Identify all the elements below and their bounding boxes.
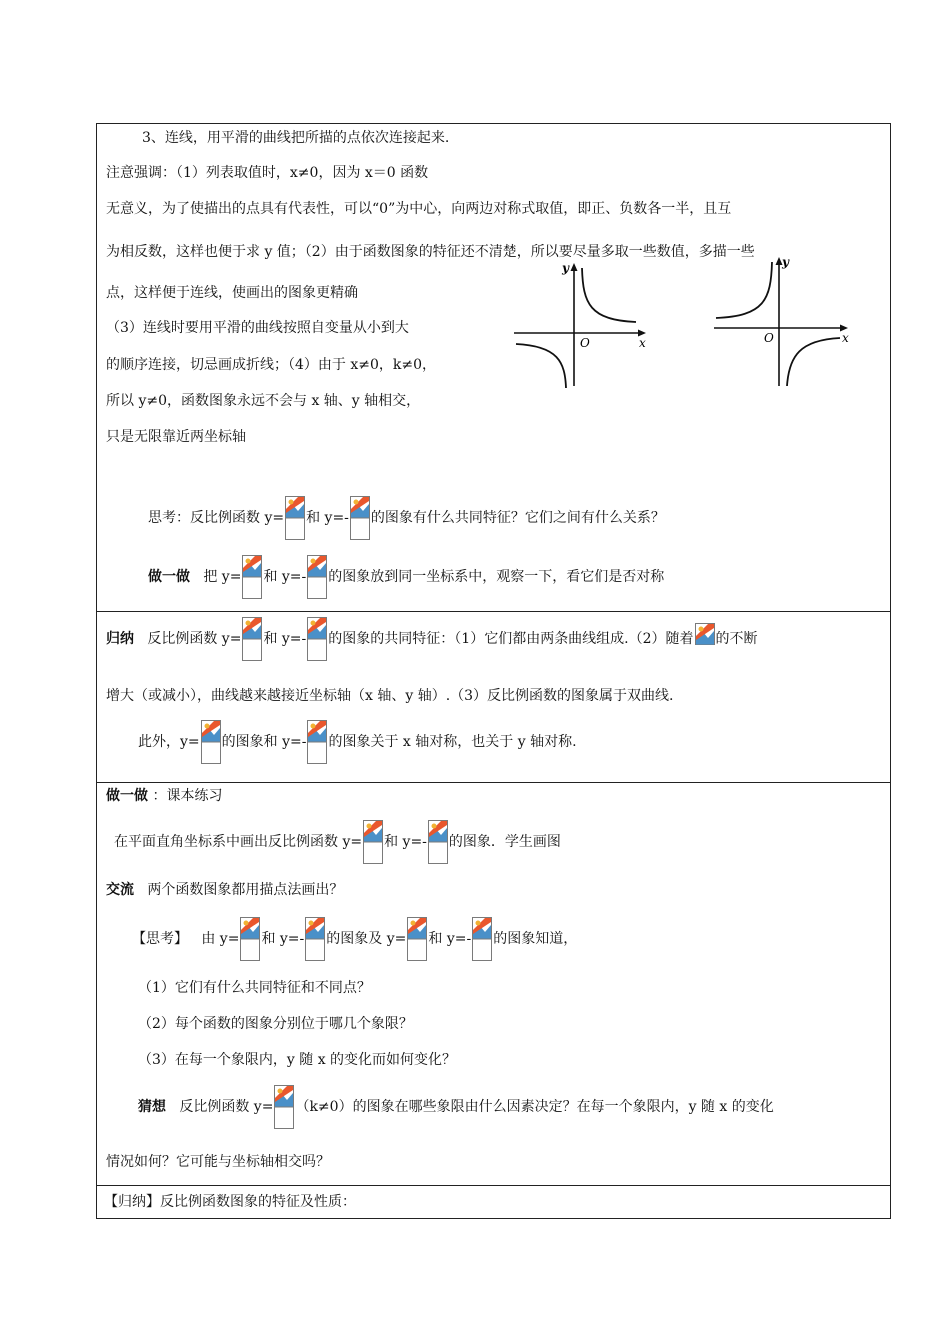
practice-label: 做一做 (106, 788, 148, 804)
practice-text: ：课本练习 (152, 788, 223, 804)
note-line-5: （3）连线时要用平滑的曲线按照自变量从小到大 (106, 320, 409, 336)
exchange-text: 两个函数图象都用描点法画出？ (147, 882, 344, 898)
fraction-image-icon (242, 617, 262, 661)
exchange-label: 交流 (106, 882, 134, 898)
draw-text: 和 y=- (384, 834, 427, 850)
y-axis-label: y (562, 261, 569, 275)
think-line (148, 496, 665, 540)
summary-text: 的不断 (715, 631, 758, 647)
summary-text: 的图象和 y=- (221, 734, 307, 750)
fraction-image-icon (285, 496, 305, 540)
note-line-6: 的顺序连接，切忌画成折线；（4）由于 x≠0，k≠0， (106, 357, 437, 373)
fraction-image-icon (307, 617, 327, 661)
step3-text: 3、连线，用平滑的曲线把所描的点依次连接起来. (142, 130, 450, 146)
exchange-line (106, 880, 343, 900)
hyperbola-graph-right (710, 250, 855, 390)
note-line-2: 无意义，为了使描出的点具有代表性，可以“0”为中心，向两边对称式取值，即正、负数各一半，且互 (106, 201, 732, 217)
think-text: 的图象及 y= (326, 931, 407, 947)
row-divider (97, 611, 890, 612)
origin-label: O (580, 336, 590, 350)
curve-quadrant-2 (716, 262, 772, 318)
draw-text: 在平面直角坐标系中画出反比例函数 y= (114, 834, 363, 850)
think-text: 和 y=- (428, 931, 472, 947)
guess-text: （k≠0）的图象在哪些象限由什么因素决定？在每一个象限内，y 随 x 的变化 (295, 1099, 774, 1115)
fraction-image-icon (305, 917, 325, 961)
fraction-image-icon (307, 555, 327, 599)
summary-line-2: 增大（或减小），曲线越来越接近坐标轴（x 轴、y 轴）.（3）反比例函数的图象属于双曲线. (106, 688, 674, 704)
think-text: 由 y= (201, 931, 240, 947)
note-line-8: 只是无限靠近两坐标轴 (106, 429, 246, 445)
fraction-image-icon (242, 555, 262, 599)
row-divider (97, 782, 890, 783)
x-axis-label: x (842, 331, 849, 345)
fraction-image-icon (428, 820, 448, 864)
think-text: 和 y=- (261, 931, 305, 947)
note-text: （1）列表取值时，x≠0，因为 x＝0 函数 (176, 165, 429, 181)
row-divider (97, 1185, 890, 1186)
doit-text: 和 y=- (263, 569, 307, 585)
variable-image-icon (695, 623, 715, 645)
guess-line (138, 1085, 774, 1129)
note-line-3: 为相反数，这样也便于求 y 值；（2）由于函数图象的特征还不清楚，所以要尽量多取一些数值，多描一些 (106, 244, 755, 260)
doit-label: 做一做 (148, 569, 190, 585)
think-text: 的图象知道， (493, 931, 578, 947)
curve-quadrant-1 (582, 268, 636, 322)
hyperbola-graph-left (512, 256, 652, 391)
note-line-4: 点，这样便于连线，使画出的图象更精确 (106, 285, 358, 301)
fraction-image-icon (274, 1085, 294, 1129)
fraction-image-icon (201, 720, 221, 764)
fraction-image-icon (472, 917, 492, 961)
final-summary: 【归纳】反比例函数图象的特征及性质： (104, 1194, 356, 1210)
think-question-line (132, 917, 577, 961)
curve-quadrant-3 (516, 344, 566, 388)
summary-label: 归纳 (106, 631, 134, 647)
summary-text: 反比例函数 y= (147, 631, 242, 647)
fraction-image-icon (407, 917, 427, 961)
fraction-image-icon (350, 496, 370, 540)
y-axis-label: y (782, 255, 789, 269)
guess-line-2: 情况如何？它可能与坐标轴相交吗？ (106, 1154, 330, 1170)
summary-text: 此外，y= (138, 734, 200, 750)
fraction-image-icon (307, 720, 327, 764)
draw-text: 的图象．学生画图 (448, 834, 561, 850)
origin-label: O (764, 331, 774, 345)
x-axis-label: x (639, 336, 646, 350)
fraction-image-icon (363, 820, 383, 864)
think-text: 的图象有什么共同特征？它们之间有什么关系？ (370, 510, 665, 526)
note-line-1 (106, 163, 428, 183)
summary-line-3 (138, 720, 577, 764)
guess-label: 猜想 (138, 1099, 166, 1115)
draw-line (114, 820, 561, 864)
summary-line-1 (106, 617, 758, 661)
doit-line (148, 555, 664, 599)
note-line-7: 所以 y≠0，函数图象永远不会与 x 轴、y 轴相交， (106, 393, 421, 409)
fraction-image-icon (240, 917, 260, 961)
question-2: （2）每个函数的图象分别位于哪几个象限？ (138, 1016, 413, 1032)
summary-text: 的图象关于 x 轴对称，也关于 y 轴对称. (328, 734, 577, 750)
doit-text: 的图象放到同一坐标系中，观察一下，看它们是否对称 (328, 569, 665, 585)
summary-text: 的图象的共同特征：（1）它们都由两条曲线组成.（2）随着 (328, 631, 694, 647)
doit-text: 把 y= (203, 569, 242, 585)
question-3: （3）在每一个象限内，y 随 x 的变化而如何变化？ (138, 1052, 457, 1068)
question-1: （1）它们有什么共同特征和不同点？ (138, 980, 371, 996)
summary-text: 和 y=- (263, 631, 307, 647)
practice-line (106, 786, 222, 806)
note-label: 注意强调： (106, 165, 176, 181)
think-text: 思考：反比例函数 y= (148, 510, 285, 526)
guess-text: 反比例函数 y= (179, 1099, 274, 1115)
think-label: 【思考】 (132, 931, 188, 947)
think-text: 和 y=- (306, 510, 349, 526)
curve-quadrant-4 (787, 338, 840, 386)
